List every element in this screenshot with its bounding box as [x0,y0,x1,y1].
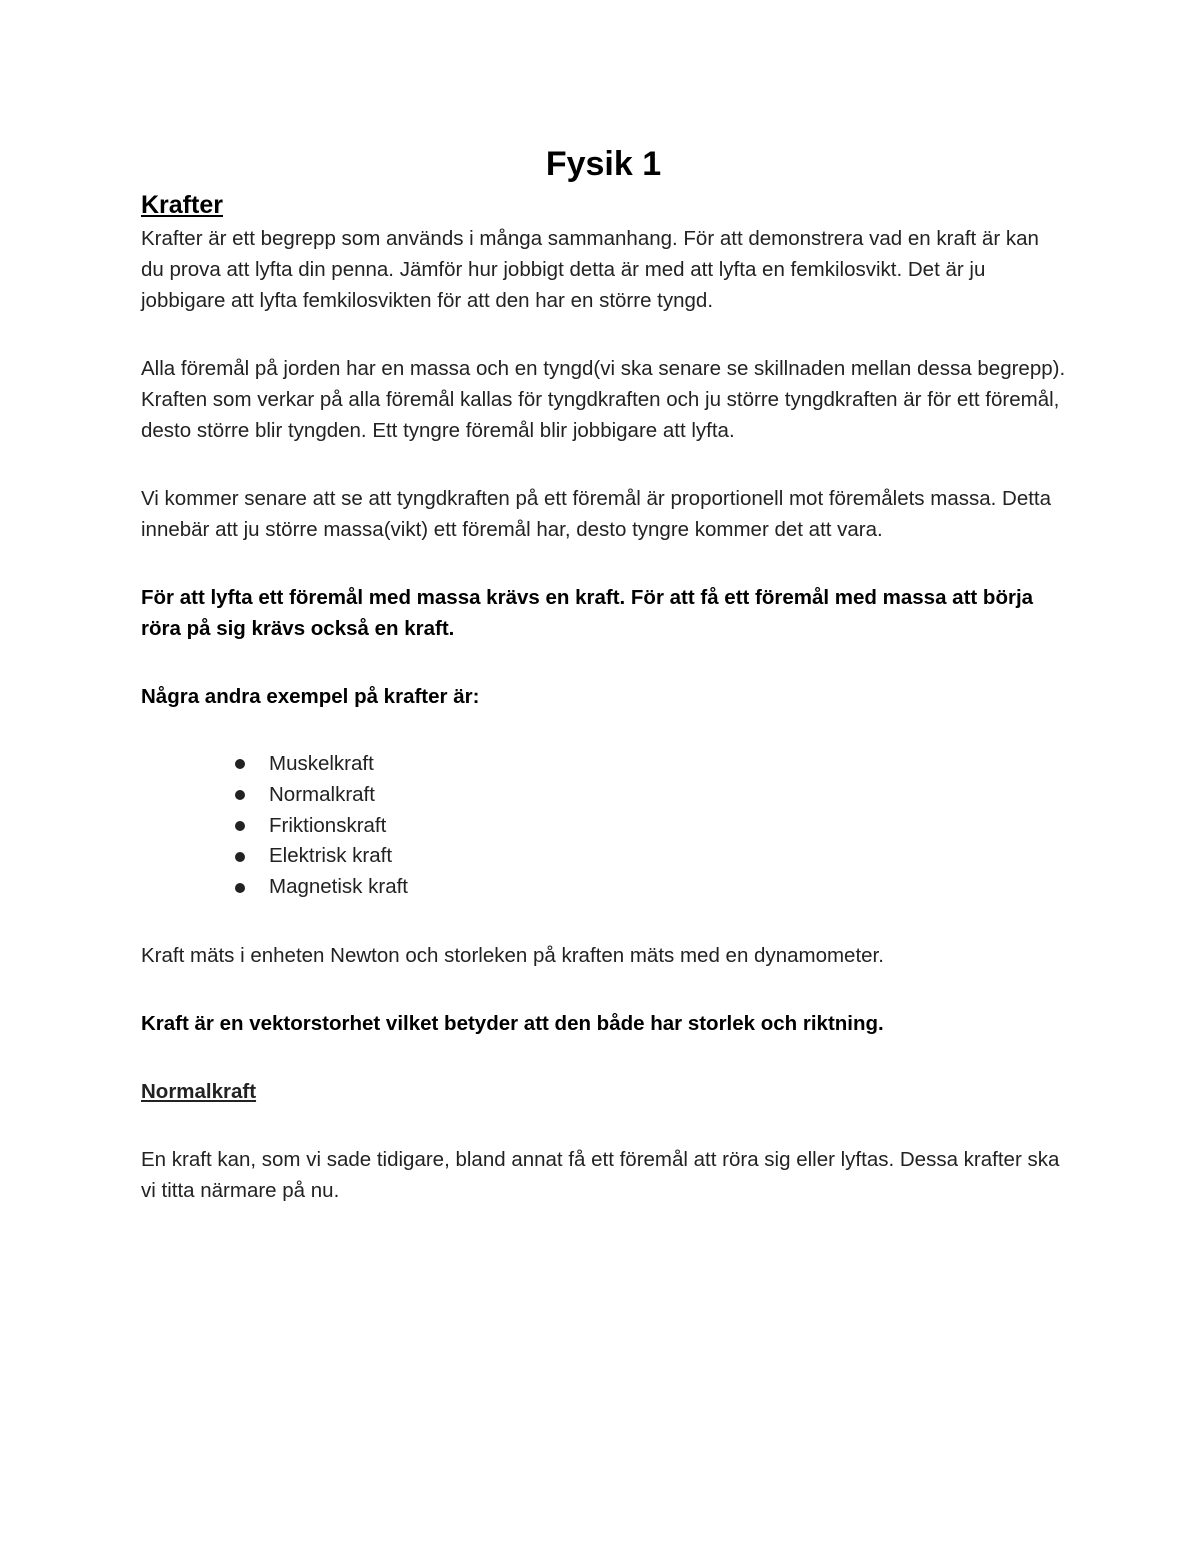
spacer [141,1039,1066,1076]
list-item-label: Elektrisk kraft [269,844,393,868]
spacer [141,446,1066,483]
list-item-label: Normalkraft [269,782,375,806]
spacer [141,712,1066,749]
paragraph-measure: Kraft mäts i enheten Newton och storleken på kraften mäts med en dynamometer. [141,943,884,967]
spacer [141,903,1066,940]
spacer [141,316,1066,353]
bullet-icon [235,759,245,769]
list-item-label: Muskelkraft [269,752,374,775]
list-item [235,780,1066,811]
spacer [141,644,1066,681]
list-item-label: Magnetisk kraft [269,875,408,899]
bullet-icon [235,883,245,893]
bold-statement-kraft: För att lyfta ett föremål med massa krävs en kraft. För att få ett föremål med massa att börja röra på sig krävs också en kraft. [141,586,1034,640]
list-item [235,872,1066,903]
paragraph-normalkraft: En kraft kan, som vi sade tidigare, bland annat få ett föremål att röra sig eller lyftas. Dessa krafter ska vi titta närmare på nu. [141,1147,1060,1202]
bullet-icon [235,852,245,862]
paragraph-massa-tyngd: Alla föremål på jorden har en massa och en tyngd(vi ska senare se skillnaden mellan dessa begrepp). Kraften som verkar på alla föremål kallas för tyngdkraften och ju större tyngdkraften är för ett föremål, desto större blir tyngden. Ett tyngre föremål blir jobbigare att lyfta. [141,357,1066,442]
paragraph-proportionell: Vi kommer senare att se att tyngdkraften på ett föremål är proportionell mot föremålets massa. Detta innebär att ju större massa(vikt) ett föremål har, desto tyngre kommer det att vara. [141,487,1052,541]
section-heading-krafter: Krafter [141,191,223,219]
examples-intro: Några andra exempel på krafter är: [141,685,480,708]
spacer [141,545,1066,582]
bold-statement-vektor: Kraft är en vektorstorhet vilket betyder att den både har storlek och riktning. [141,1011,884,1035]
list-item [235,811,1066,842]
document-title: Fysik 1 [545,145,662,183]
document-body [141,140,1066,1206]
bullet-icon [235,821,245,831]
spacer [141,971,1066,1008]
list-item [235,749,1066,780]
examples-list [141,749,1066,903]
list-item [235,841,1066,872]
spacer [141,1107,1066,1144]
section-heading-normalkraft: Normalkraft [141,1079,257,1103]
list-item-label: Friktionskraft [269,813,387,837]
paragraph-intro: Krafter är ett begrepp som används i många sammanhang. För att demonstrera vad en kraft är kan du prova att lyfta din penna. Jämför hur jobbigt detta är med att lyfta en femkilosvikt. Det är ju jobbigare att lyfta femkilosvikten för att den har en större tyngd. [141,227,1039,312]
bullet-icon [235,790,245,800]
